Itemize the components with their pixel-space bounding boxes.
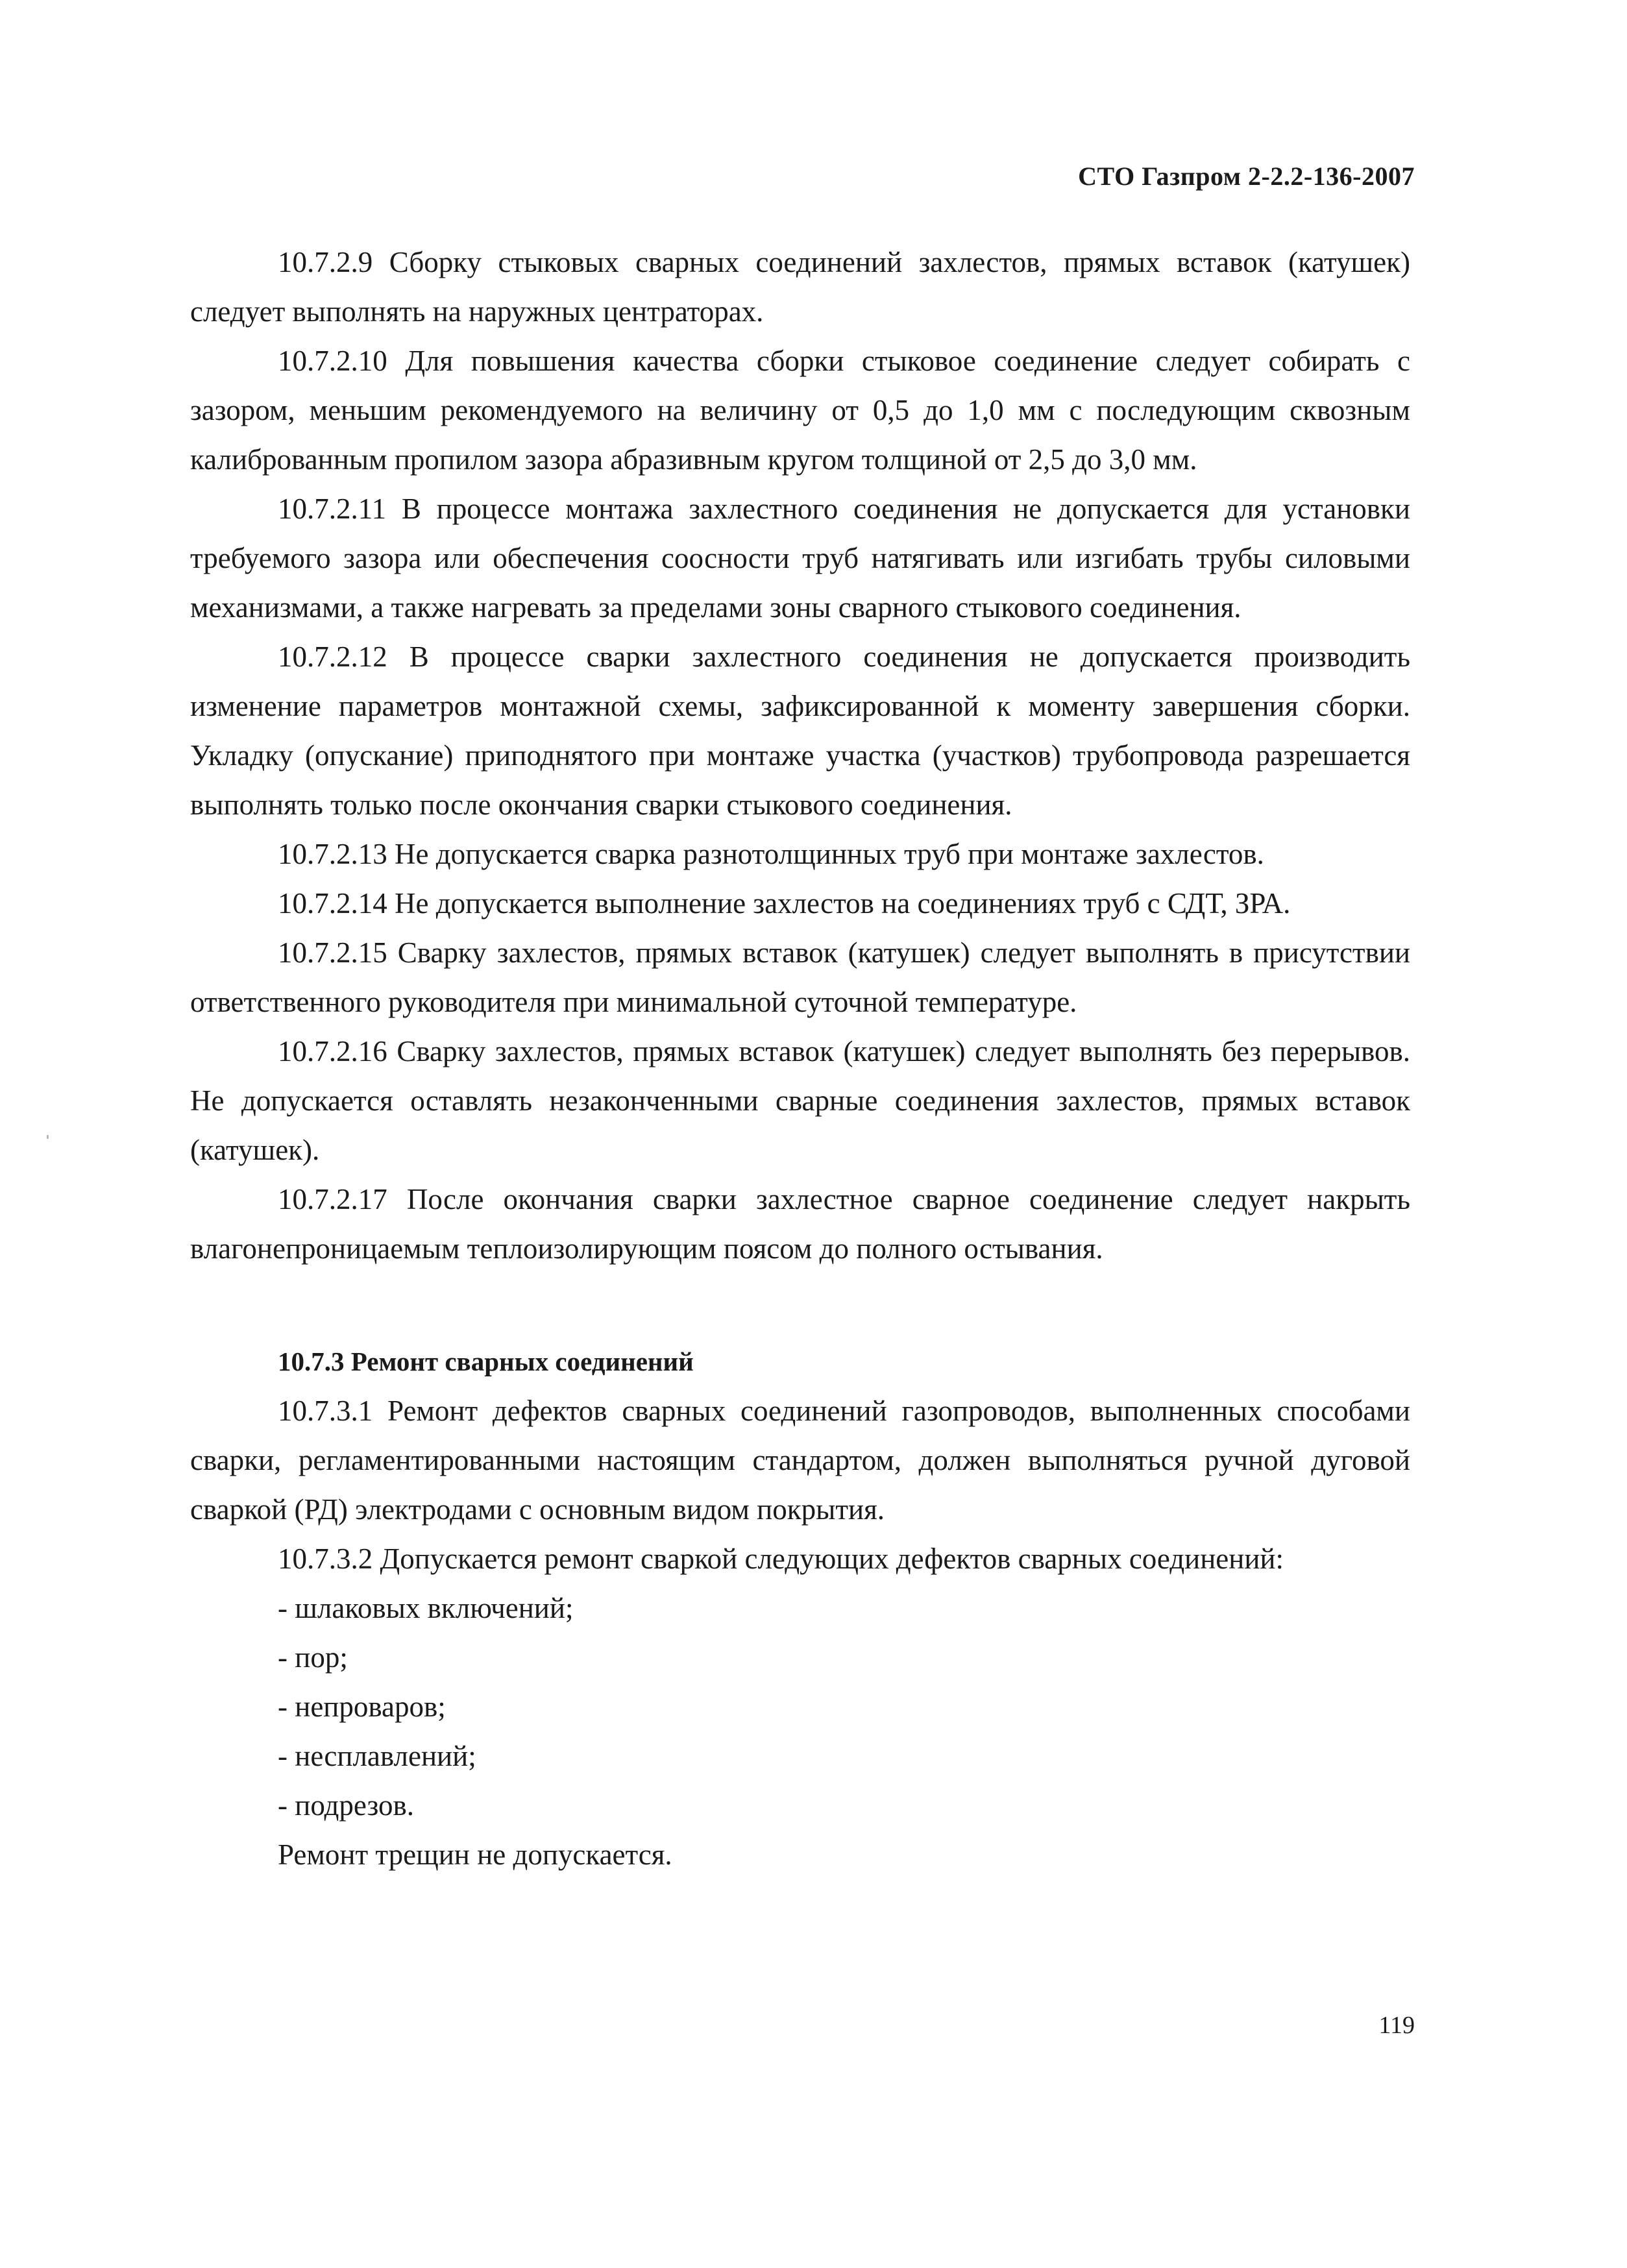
paragraph-10-7-3-1: 10.7.3.1 Ремонт дефектов сварных соединений газопроводов, выполненных способами сварки, регламентированными настоящим стандартом, должен выполняться ручной дуговой сваркой (РД) электродами с основным видом покрытия. bbox=[190, 1395, 1410, 1526]
page-body bbox=[190, 238, 1410, 1879]
paragraph-10-7-2-10: 10.7.2.10 Для повышения качества сборки стыковое соединение следует собирать с зазором, меньшим рекомендуемого на величину от 0,5 до 1,0 мм с последующим сквозным калиброванным пропилом зазора абразивным кругом толщиной от 2,5 до 3,0 мм. bbox=[190, 345, 1410, 476]
paragraph-10-7-2-11: 10.7.2.11 В процессе монтажа захлестного соединения не допускается для установки требуемого зазора или обеспечения соосности труб натягивать или изгибать трубы силовыми механизмами, а также нагревать за пределами зоны сварного стыкового соединения. bbox=[190, 493, 1410, 624]
list-item: - шлаковых включений; bbox=[278, 1592, 574, 1624]
document-code-header: СТО Газпром 2-2.2-136-2007 bbox=[1078, 162, 1415, 191]
list-item: - непроваров; bbox=[278, 1690, 446, 1723]
section-heading: 10.7.3 Ремонт сварных соединений bbox=[278, 1347, 694, 1376]
list-item: - пор; bbox=[278, 1641, 348, 1674]
scan-artifact bbox=[47, 1135, 49, 1139]
list-item: - несплавлений; bbox=[278, 1740, 476, 1772]
paragraph-10-7-2-14: 10.7.2.14 Не допускается выполнение захлестов на соединениях труб с СДТ, ЗРА. bbox=[278, 887, 1291, 920]
paragraph-10-7-2-17: 10.7.2.17 После окончания сварки захлестное сварное соединение следует накрыть влагонепроницаемым теплоизолирующим поясом до полного остывания. bbox=[190, 1183, 1410, 1265]
paragraph-10-7-2-16: 10.7.2.16 Сварку захлестов, прямых вставок (катушек) следует выполнять без перерывов. Не допускается оставлять незаконченными сварные соединения захлестов, прямых вставок (катушек). bbox=[190, 1035, 1410, 1166]
closing-statement: Ремонт трещин не допускается. bbox=[278, 1838, 672, 1871]
paragraph-10-7-2-12: 10.7.2.12 В процессе сварки захлестного соединения не допускается производить изменение параметров монтажной схемы, зафиксированной к моменту завершения сборки. Укладку (опускание) приподнятого при монтаже участка (участков) трубопровода разрешается выполнять только после окончания сварки стыкового соединения. bbox=[190, 640, 1410, 821]
paragraph-10-7-3-2: 10.7.3.2 Допускается ремонт сваркой следующих дефектов сварных соединений: bbox=[278, 1542, 1284, 1575]
paragraph-10-7-2-15: 10.7.2.15 Сварку захлестов, прямых вставок (катушек) следует выполнять в присутствии ответственного руководителя при минимальной суточной температуре. bbox=[190, 936, 1410, 1018]
paragraph-10-7-2-9: 10.7.2.9 Сборку стыковых сварных соединений захлестов, прямых вставок (катушек) следует выполнять на наружных центраторах. bbox=[190, 246, 1410, 328]
list-item: - подрезов. bbox=[278, 1789, 414, 1822]
paragraph-10-7-2-13: 10.7.2.13 Не допускается сварка разнотолщинных труб при монтаже захлестов. bbox=[278, 838, 1264, 870]
page-number: 119 bbox=[1378, 2012, 1415, 2039]
